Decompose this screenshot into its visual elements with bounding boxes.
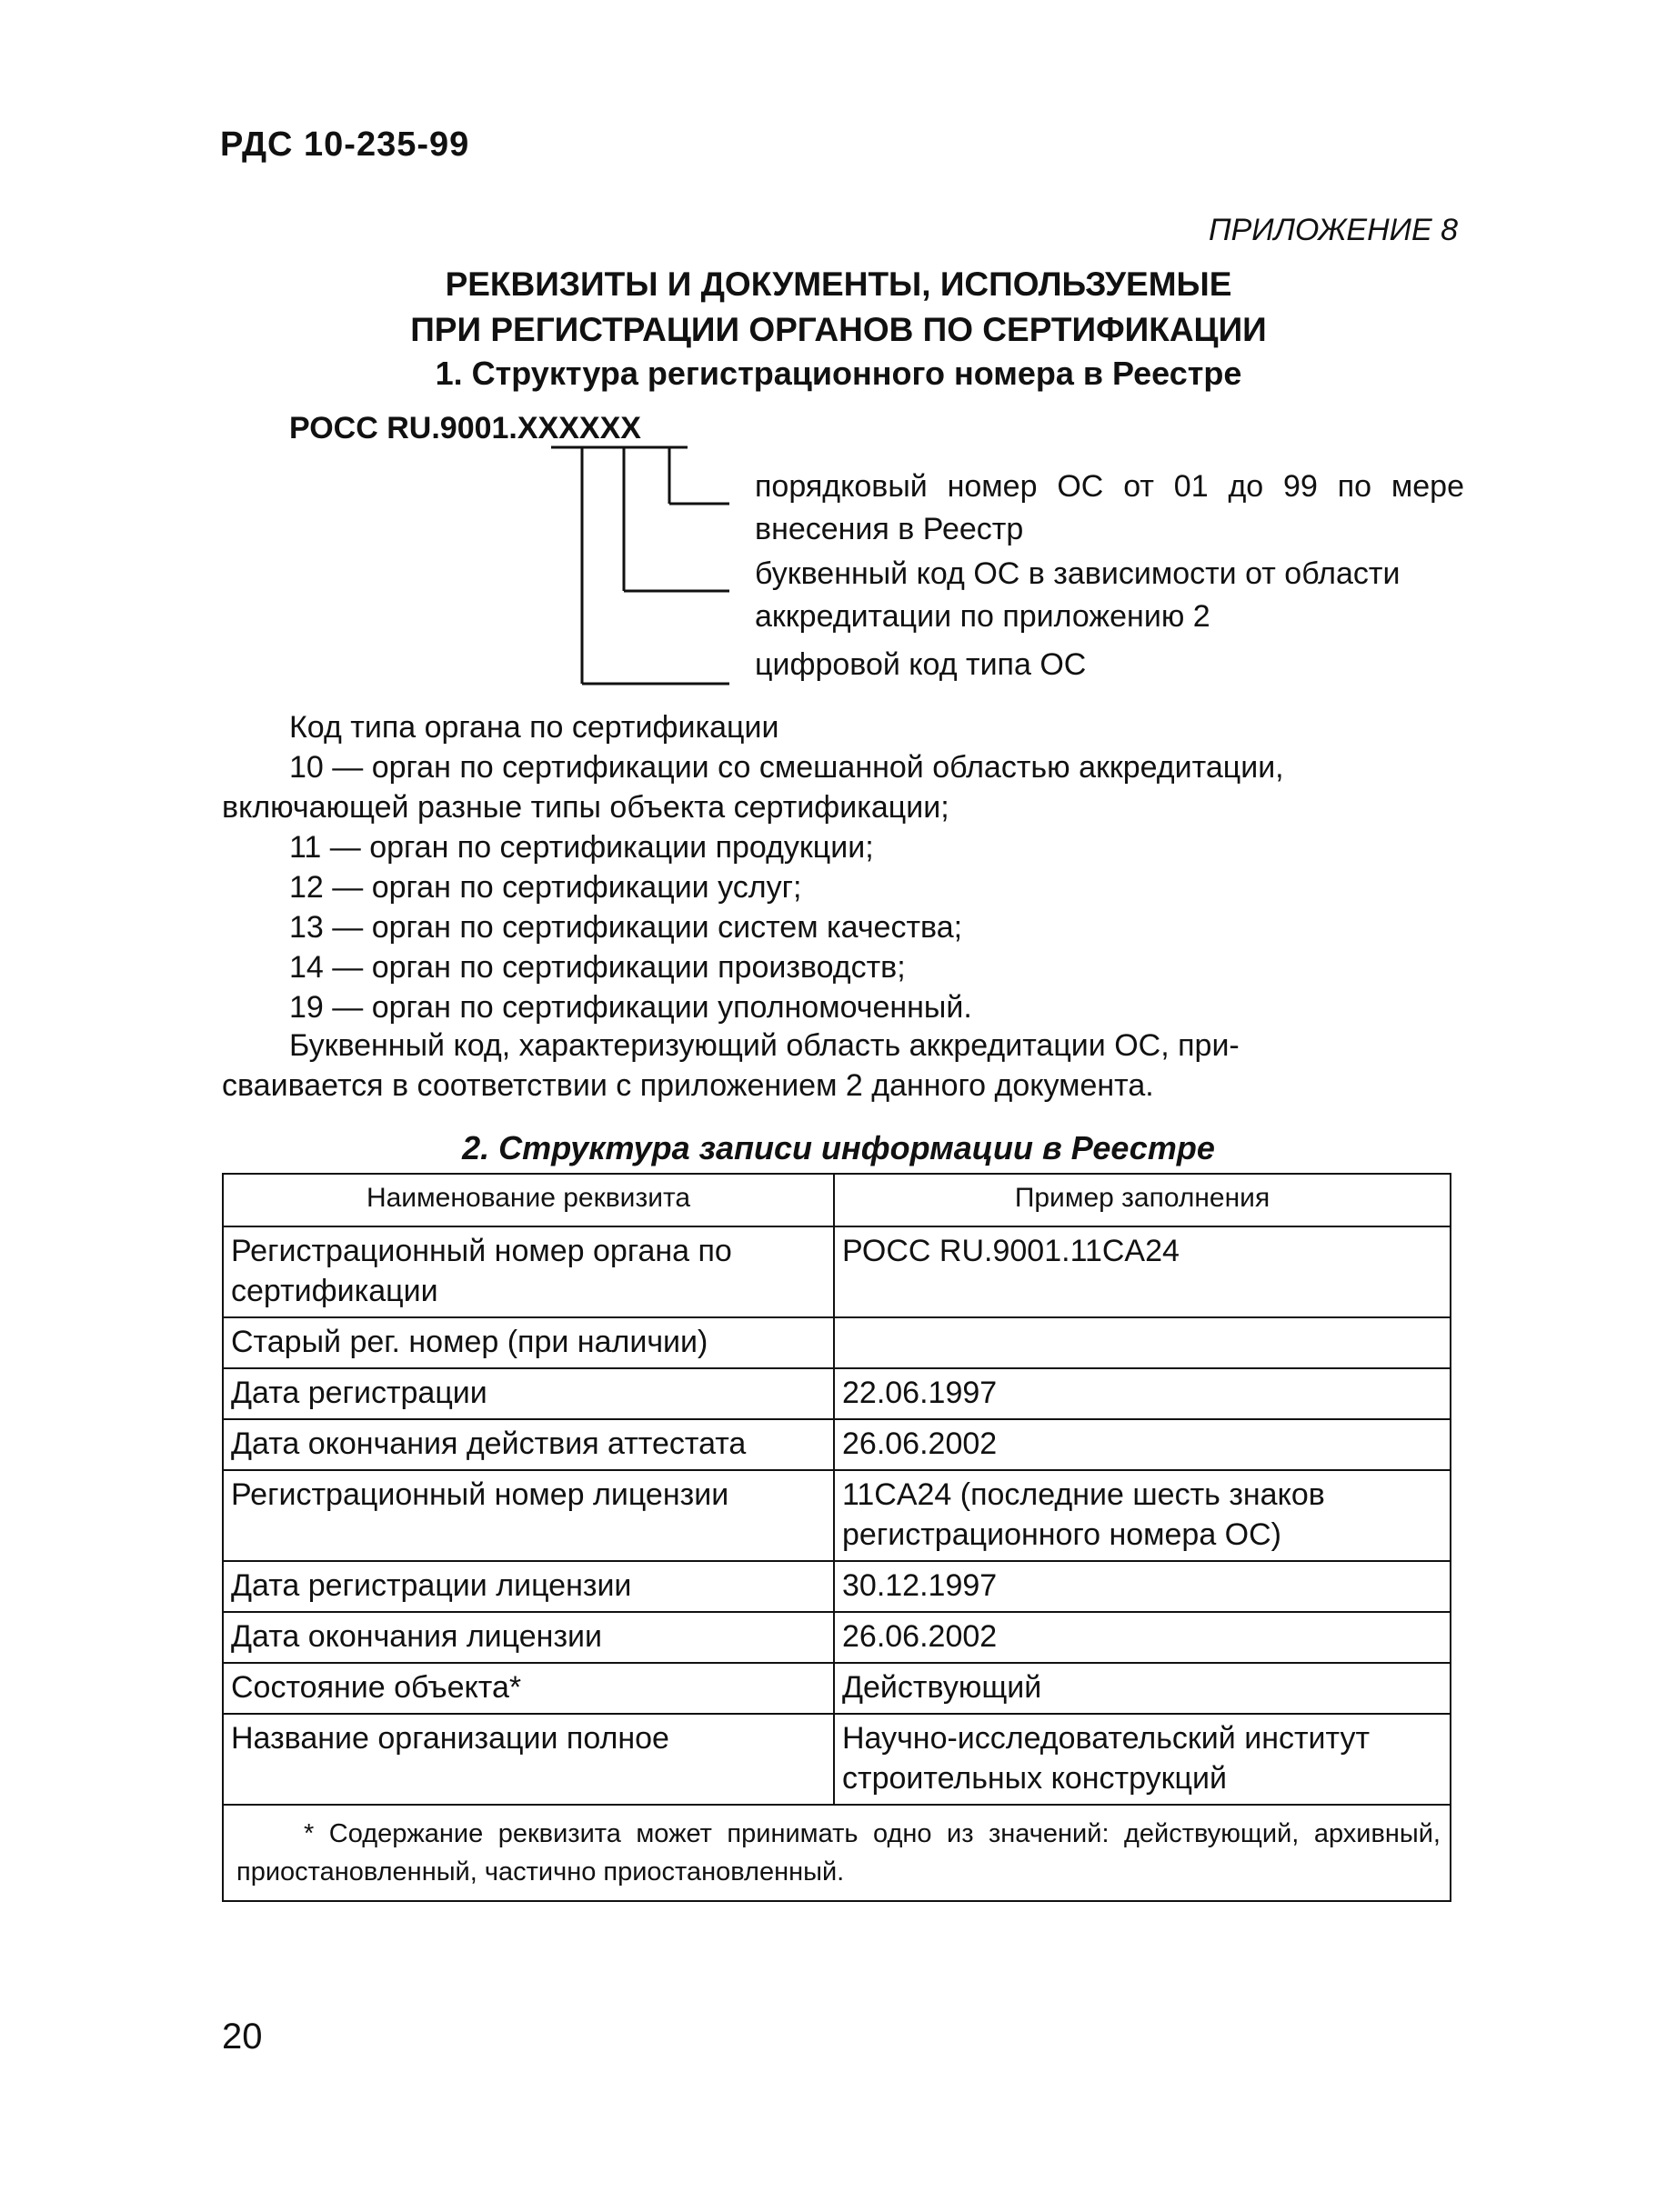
table-cell-attribute: Состояние объекта* [223,1663,834,1714]
table-row [223,1561,1451,1612]
registry-record-table [222,1173,1451,1902]
table-footnote [223,1805,1451,1901]
table-row [223,1226,1451,1317]
section-1-title: 1. Структура регистрационного номера в Реестре [435,355,1242,392]
table-cell-example: 26.06.2002 [834,1612,1451,1663]
table-cell-example [834,1317,1451,1368]
table-row [223,1612,1451,1663]
column-header-example: Пример заполнения [834,1174,1451,1226]
annotation-digital-code: цифровой код типа ОС [755,647,1087,682]
table-header-row [223,1174,1451,1226]
table-cell-example: 30.12.1997 [834,1561,1451,1612]
code-type-heading: Код типа органа по сертификации [289,710,779,745]
page-number: 20 [222,2017,263,2057]
table-cell-example: 11CA24 (последние шесть знаков регистрационного номера ОС) [834,1470,1451,1561]
table-cell-attribute: Регистрационный номер органа по сертификации [223,1226,834,1317]
annotation-serial-number: порядковый номер ОС от 01 до 99 по мере внесения в Реестр [755,469,1464,546]
code-14: 14 — орган по сертификации производств; [289,950,906,985]
table-cell-attribute: Дата окончания действия аттестата [223,1419,834,1470]
code-19: 19 — орган по сертификации уполномоченный. [289,990,972,1025]
table-cell-attribute: Регистрационный номер лицензии [223,1470,834,1561]
table-cell-example: РОСС RU.9001.11CA24 [834,1226,1451,1317]
annotation-letter-code: буквенный код ОС в зависимости от области аккредитации по приложению 2 [755,556,1401,634]
letter-code-paragraph-line-1: Буквенный код, характеризующий область аккредитации ОС, при- [289,1028,1240,1063]
code-12: 12 — орган по сертификации услуг; [289,870,802,905]
registration-number-template [289,411,641,446]
table-row [223,1317,1451,1368]
page-title-line-1: РЕКВИЗИТЫ И ДОКУМЕНТЫ, ИСПОЛЬЗУЕМЫЕ [445,265,1232,303]
table-cell-example: 26.06.2002 [834,1419,1451,1470]
table-cell-attribute: Дата регистрации [223,1368,834,1419]
page-title [220,262,1457,353]
table-footnote-text: * Содержание реквизита может принимать одно из значений: действующий, архивный, приостановленный, частично приостановленный. [236,1819,1441,1887]
page-title-line-2: ПРИ РЕГИСТРАЦИИ ОРГАНОВ ПО СЕРТИФИКАЦИИ [410,311,1267,348]
column-header-attribute: Наименование реквизита [223,1174,834,1226]
table-footnote-row [223,1805,1451,1901]
table-cell-example: Действующий [834,1663,1451,1714]
registration-number-suffix: XXXXXX [517,411,641,445]
document-code: РДС 10-235-99 [220,125,470,164]
section-2-title: 2. Структура записи информации в Реестре [462,1129,1215,1166]
table-cell-attribute: Старый рег. номер (при наличии) [223,1317,834,1368]
table-cell-attribute: Название организации полное [223,1714,834,1805]
code-13: 13 — орган по сертификации систем качества; [289,910,963,945]
letter-code-paragraph-line-2: сваивается в соответствии с приложением 2 данного документа. [222,1068,1154,1103]
code-10-line-1: 10 — орган по сертификации со смешанной областью аккредитации, [289,750,1284,785]
table-row [223,1419,1451,1470]
table-row [223,1368,1451,1419]
table-cell-example: Научно-исследовательский институт строительных конструкций [834,1714,1451,1805]
table-row [223,1714,1451,1805]
registration-number-prefix: РОСС RU.9001. [289,411,517,445]
table-cell-attribute: Дата окончания лицензии [223,1612,834,1663]
appendix-label: ПРИЛОЖЕНИЕ 8 [1208,213,1458,247]
code-11: 11 — орган по сертификации продукции; [289,830,874,865]
code-10-line-2: включающей разные типы объекта сертификации; [222,790,949,825]
table-row [223,1470,1451,1561]
table-row [223,1663,1451,1714]
table-cell-example: 22.06.1997 [834,1368,1451,1419]
table-cell-attribute: Дата регистрации лицензии [223,1561,834,1612]
